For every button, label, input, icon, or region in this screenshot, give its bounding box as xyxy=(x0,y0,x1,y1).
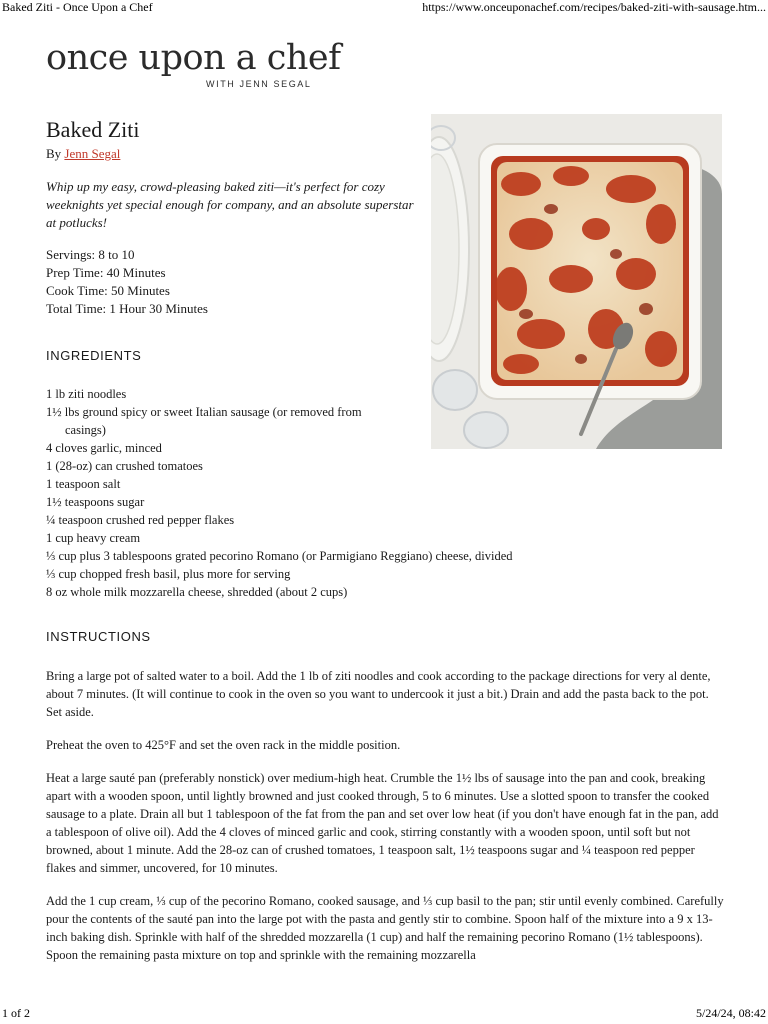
ingredient-item: 1½ teaspoons sugar xyxy=(46,495,145,509)
ingredient-item: 4 cloves garlic, minced xyxy=(46,441,162,455)
ingredient-item: 1½ lbs ground spicy or sweet Italian sausage (or removed from casings) xyxy=(46,405,362,437)
instruction-step: Heat a large sauté pan (preferably nonstick) over medium-high heat. Crumble the 1½ lbs of sausage into the pan and cook, breaking apart with a wooden spoon, until lightly browned and just cooked through, 5 to 6 minutes. Use a slotted spoon to transfer the cooked sausage to a plate. Drain all but 1 tablespoon of the fat from the pan and set over low heat (if you don't have enough fat in the pan, add a tablespoon of olive oil). Add the 4 cloves of minced garlic and cook, stirring constantly with a wooden spoon, until soft but not browned, about 1 minute. Add the 28-oz can of crushed tomatoes, 1 teaspoon salt, 1½ teaspoons sugar and ¼ teaspoon red pepper flakes and simmer, uncovered, for 10 minutes. xyxy=(46,771,719,875)
total-time: Total Time: 1 Hour 30 Minutes xyxy=(46,301,208,316)
instruction-step: Preheat the oven to 425°F and set the oven rack in the middle position. xyxy=(46,738,401,752)
print-header xyxy=(0,0,768,16)
logo-wordmark: once upon a chef xyxy=(46,38,341,78)
byline-label: By xyxy=(46,146,65,161)
print-datetime: 5/24/24, 08:42 xyxy=(695,1006,766,1020)
recipe-title: Baked Ziti xyxy=(46,117,140,142)
print-page-url: https://www.onceuponachef.com/recipes/baked-ziti-with-sausage.htm... xyxy=(422,0,766,14)
ingredient-item: 1 teaspoon salt xyxy=(46,477,121,491)
page-number: 1 of 2 xyxy=(2,1006,30,1020)
ingredient-item: 1 lb ziti noodles xyxy=(46,387,127,401)
cook-time: Cook Time: 50 Minutes xyxy=(46,283,170,298)
instructions-list xyxy=(46,667,726,979)
instructions-heading: INSTRUCTIONS xyxy=(46,629,151,644)
ingredient-item: ⅓ cup chopped fresh basil, plus more for serving xyxy=(46,567,291,581)
ingredient-item: 8 oz whole milk mozzarella cheese, shredded (about 2 cups) xyxy=(46,585,348,599)
recipe-summary: Whip up my easy, crowd-pleasing baked ziti—it's perfect for cozy weeknights yet special enough for company, and an absolute superstar at potlucks! xyxy=(46,179,414,230)
print-footer xyxy=(0,1008,768,1024)
site-logo[interactable] xyxy=(46,38,341,90)
ingredient-item: 1 cup heavy cream xyxy=(46,531,141,545)
instruction-step: Bring a large pot of salted water to a boil. Add the 1 lb of ziti noodles and cook according to the package directions for very al dente, about 7 minutes. (It will continue to cook in the oven so you want to undercook it just a bit.) Drain and add the pasta back to the pot. Set aside. xyxy=(46,669,711,719)
instruction-step: Add the 1 cup cream, ⅓ cup of the pecorino Romano, cooked sausage, and ⅓ cup basil to the pan; stir until evenly combined. Carefully pour the contents of the sauté pan into the large pot with the pasta and gently stir to combine. Spoon half of the mixture into a 9 x 13-inch baking dish. Sprinkle with half of the shredded mozzarella (1 cup) and half the remaining pecorino Romano (1½ tablespoons). Spoon the remaining pasta mixture on top and sprinkle with the remaining mozzarella xyxy=(46,894,724,962)
logo-tagline: WITH JENN SEGAL xyxy=(206,79,312,89)
ingredients-list xyxy=(46,385,586,601)
prep-time: Prep Time: 40 Minutes xyxy=(46,265,166,280)
author-link[interactable]: Jenn Segal xyxy=(64,146,121,161)
recipe-meta xyxy=(46,246,208,318)
ingredient-item: 1 (28-oz) can crushed tomatoes xyxy=(46,459,203,473)
byline xyxy=(46,145,120,162)
servings: Servings: 8 to 10 xyxy=(46,247,135,262)
print-page-title: Baked Ziti - Once Upon a Chef xyxy=(2,0,153,14)
ingredient-item: ¼ teaspoon crushed red pepper flakes xyxy=(46,513,235,527)
ingredient-item: ⅓ cup plus 3 tablespoons grated pecorino Romano (or Parmigiano Reggiano) cheese, divided xyxy=(46,549,513,563)
ingredients-heading: INGREDIENTS xyxy=(46,348,142,363)
